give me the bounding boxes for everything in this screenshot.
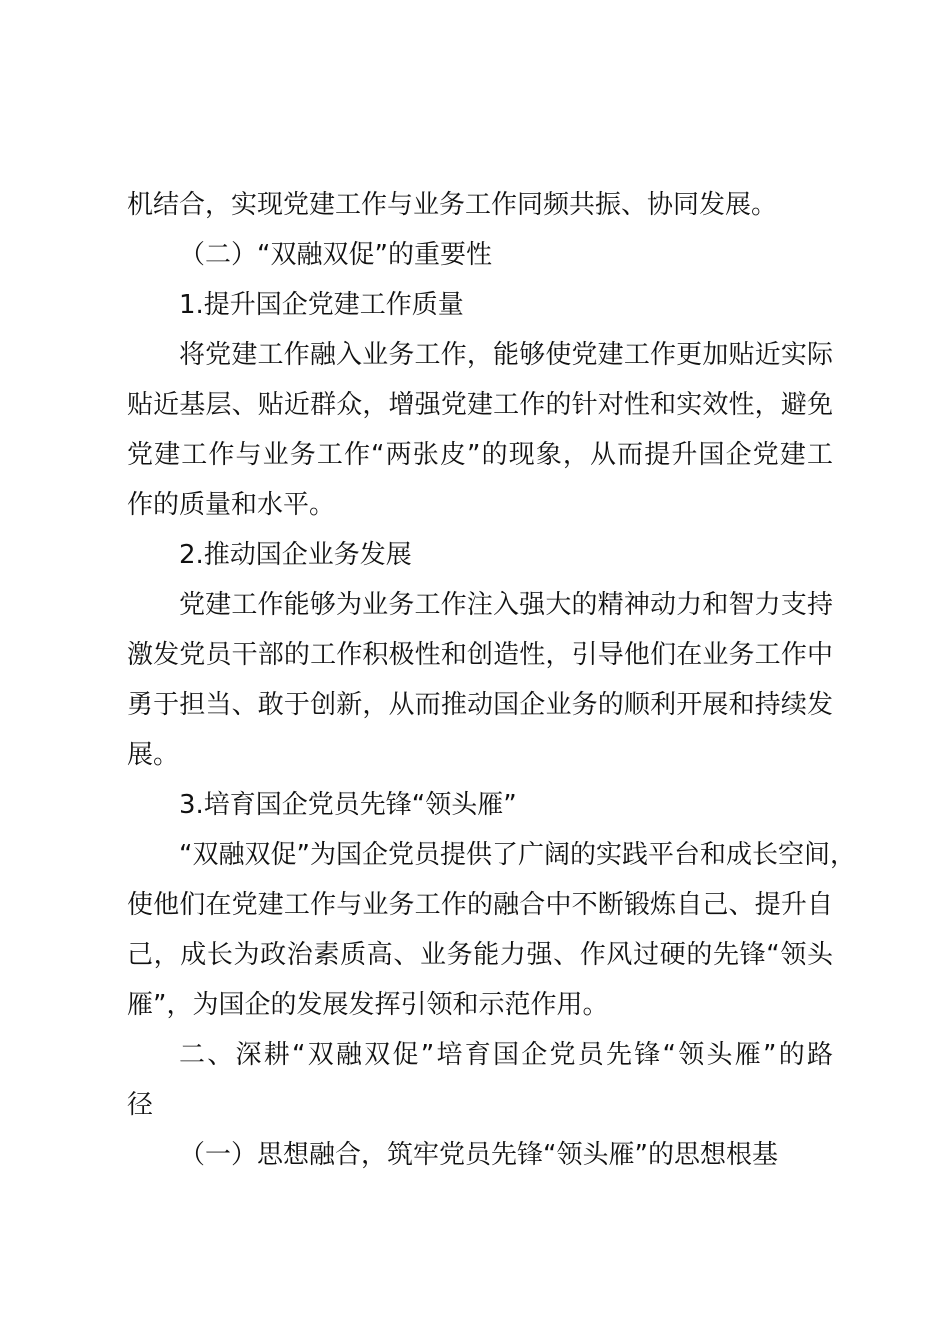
- subsection-heading: 2.推动国企业务发展: [179, 540, 412, 570]
- paragraph-line: 雁”，为国企的发展发挥引领和示范作用。: [127, 990, 609, 1020]
- subsection-heading: 3.培育国企党员先锋“领头雁”: [179, 790, 517, 820]
- chapter-heading: 二、深耕“双融双促”培育国企党员先锋“领头雁”的路: [179, 1040, 833, 1070]
- paragraph-line: “双融双促”为国企党员提供了广阔的实践平台和成长空间，: [179, 840, 856, 870]
- paragraph-line: 机结合，实现党建工作与业务工作同频共振、协同发展。: [127, 190, 778, 220]
- section-heading: （一）思想融合，筑牢党员先锋“领头雁”的思想根基: [179, 1140, 778, 1170]
- section-heading: （二）“双融双促”的重要性: [179, 240, 492, 270]
- chapter-heading: 径: [127, 1090, 154, 1120]
- paragraph-line: 贴近基层、贴近群众，增强党建工作的针对性和实效性，避免: [127, 390, 833, 420]
- paragraph-line: 己，成长为政治素质高、业务能力强、作风过硬的先锋“领头: [127, 940, 833, 970]
- paragraph-line: 激发党员干部的工作积极性和创造性，引导他们在业务工作中: [127, 640, 833, 670]
- paragraph-line: 勇于担当、敢于创新，从而推动国企业务的顺利开展和持续发: [127, 690, 833, 720]
- paragraph-line: 党建工作能够为业务工作注入强大的精神动力和智力支持: [179, 590, 833, 620]
- paragraph-line: 展。: [127, 740, 180, 770]
- subsection-heading: 1.提升国企党建工作质量: [179, 290, 464, 320]
- paragraph-line: 将党建工作融入业务工作，能够使党建工作更加贴近实际: [179, 340, 833, 370]
- paragraph-line: 作的质量和水平。: [127, 490, 336, 520]
- paragraph-line: 使他们在党建工作与业务工作的融合中不断锻炼自己、提升自: [127, 890, 833, 920]
- paragraph-line: 党建工作与业务工作“两张皮”的现象，从而提升国企党建工: [127, 440, 833, 470]
